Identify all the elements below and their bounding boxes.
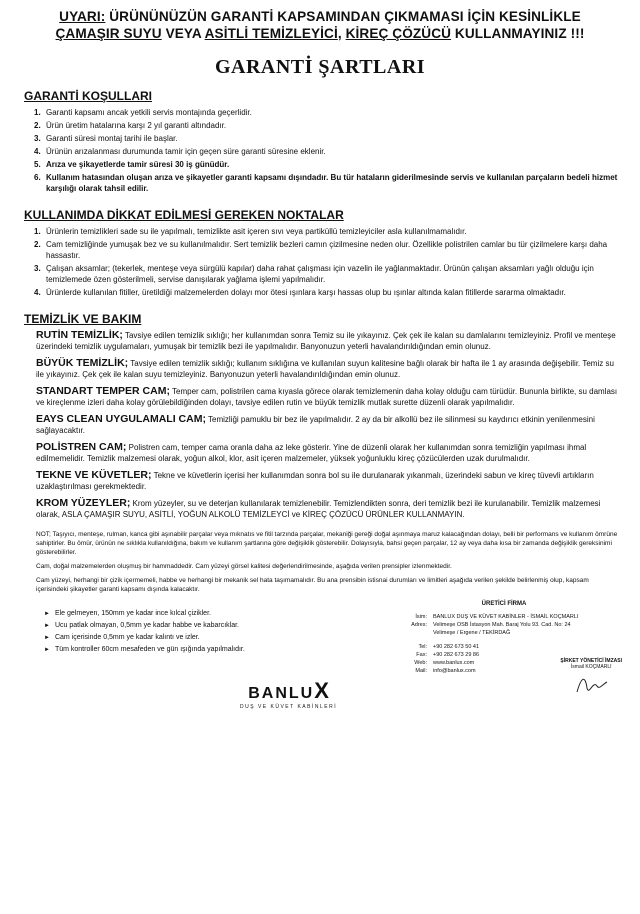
item-text: Arıza ve şikayetlerde tamir süresi 30 iş günüdür. <box>46 160 230 169</box>
list-item <box>34 107 630 118</box>
footer <box>10 600 630 710</box>
item-number: 2. <box>34 121 41 130</box>
item-text: Ürünlerin temizlikleri sade su ile yapılmalı, temizlikte asit içeren sıvı veya partiküllü temizleyiciler asla kullanılmamalıdır. <box>46 227 467 236</box>
list-item <box>34 287 630 298</box>
care-block-title: RUTİN TEMİZLİK; <box>36 329 123 341</box>
info-row <box>394 629 581 637</box>
item-text: Kullanım hatasından oluşan arıza ve şikayetler garanti kapsamı dışındadır. Bu tür hataların giderilmesinde servis ve kullanılan parçaların bedeli hizmet karşılığı olarak tahsil edilir. <box>46 173 618 193</box>
item-number: 3. <box>34 264 41 273</box>
list-item: ► Ele gelmeyen, 150mm ye kadar ince kılcal çizikler. <box>44 608 245 620</box>
item-text: Ürünün arızalanması durumunda tamir için geçen süre garanti süresine eklenir. <box>46 147 326 156</box>
care-section <box>36 330 622 520</box>
list-item <box>34 146 630 157</box>
page-title: GARANTİ ŞARTLARI <box>214 56 426 78</box>
info-row <box>394 659 581 667</box>
care-block-text: Tavsiye edilen temizlik sıklığı; her kullanımdan sonra Temiz su ile yıkayınız. Çek çek ile kalan su damlalarını temizleyiniz. Profil ve menteşe üzerindeki temizlik uygulamaları, yumuşak bir temizlik bezi ile yapılmalıdır. Banyonuzun yeterli havalandırıldığından emin olunuz. <box>36 331 616 351</box>
list-item <box>34 159 630 170</box>
list-item <box>34 263 630 285</box>
manufacturer-heading: ÜRETİCİ FİRMA <box>481 601 527 607</box>
signature-name: İsmail KOÇMARLI <box>570 664 612 670</box>
care-block-text: Polistren cam, temper cama oranla daha az leke gösterir. Yine de düzenli olarak her kullanımdan sonra temizliğin yapılması ihmal edilmemelidir. Temizlik malzemesi olarak, yoğun alkol, klor, asit içeren malzemeler, yüksek yoğunluklu kireç çözücülerden uzak durulmalıdır. <box>36 443 587 463</box>
list-item <box>34 133 630 144</box>
info-key: Mail: <box>415 668 427 674</box>
care-block <box>36 330 622 352</box>
warning-acid: ASİTLİ TEMİZLEYİCİ <box>204 26 338 41</box>
logo-x-mark: X <box>314 678 329 703</box>
item-number: 4. <box>34 288 41 297</box>
care-block-title: EAYS CLEAN UYGULAMALI CAM; <box>36 413 206 425</box>
list-item <box>34 120 630 131</box>
usage-heading: KULLANIMDA DİKKAT EDİLMESİ GEREKEN NOKTALAR <box>24 208 344 222</box>
info-key: Adres: <box>411 622 427 628</box>
info-row <box>394 613 581 621</box>
care-block-text: Krom yüzeyler, su ve deterjan kullanılarak temizlenebilir. Temizlendikten sonra, deri temizlik bezi ile kurulanabilir. Temizlik malzemesi olarak, ASLA ÇAMAŞIR SUYU, ASİTLİ, YOĞUN ALKOLÜ TEMİZLEYCİ ve KİREÇ ÇÖZÜCÜ ÜRÜNLER KULLANMAYIN. <box>36 499 601 519</box>
list-item: ► Tüm kontroller 60cm mesafeden ve gün ışığında yapılmalıdır. <box>44 644 245 656</box>
usage-list <box>10 226 630 298</box>
item-text: Çalışan aksamlar; (tekerlek, menteşe veya sürgülü kapılar) daha rahat çalışması için vazelin ile yağlanmaktadır. Ürünün çalışan aksamları yağlı olduğu için temizlemede özen gösterilmeli, servise danışılarak yağlama işlemi yapılmalıdır. <box>46 264 594 284</box>
info-row <box>394 637 581 651</box>
signature-mark <box>571 670 611 698</box>
list-item: ► Ucu patlak olmayan, 0,5mm ye kadar habbe ve kabarcıklar. <box>44 620 245 632</box>
signature-block <box>560 658 622 700</box>
list-item <box>34 172 630 194</box>
glass-criteria-list <box>44 608 245 656</box>
note-paragraph: Cam, doğal malzemelerden oluşmuş bir hammaddedir. Cam yüzeyi görsel kalitesi değerlendirilmesinde, aşağıda verilen prensipler izlenmektedir. <box>36 563 452 570</box>
care-block <box>36 414 622 436</box>
item-text: Ürünlerde kullanılan fitiller, üretildiği malzemelerden dolayı mor ötesi ışınlara karşı hassas olup bu ışınlar altında kalan fitillerde sararma olmaktadır. <box>46 288 566 297</box>
item-text: Ürün üretim hatalarına karşı 2 yıl garanti altındadır. <box>46 121 227 130</box>
care-block-text: Tekne ve küvetlerin içerisi her kullanımdan sonra bol su ile durulanarak yıkanmalı, üzerindeki sabun ve kireç tüvevli artıkların uzaklaştırılması gerekmektedir. <box>36 471 594 491</box>
care-block-title: POLİSTREN CAM; <box>36 441 127 453</box>
brand-logo <box>240 678 337 710</box>
info-value: www.banlux.com <box>433 660 475 666</box>
warning-prefix: UYARI: <box>59 9 106 24</box>
item-number: 6. <box>34 173 41 182</box>
care-block-title: STANDART TEMPER CAM; <box>36 385 170 397</box>
info-key <box>394 629 430 637</box>
item-number: 1. <box>34 108 41 117</box>
care-block-title: TEKNE VE KÜVETLER; <box>36 469 152 481</box>
note-paragraph: NOT; Taşıyıcı, menteşe, rulman, kanca gibi aşınabilir parçalar veya mıknatıs ve fitil tarzında parçalar, mekaniği gereği doğal aşınmaya maruz kalacağından dolayı, belli bir performans ve kullanım ömrüne sahiptirler. Bu ömür, ürünün ne sıklıkla kullanıldığına, bakım ve kullanım şartlarına göre değişiklik gösterebilir. Dolayısıyla, bahsi geçen parçalar, 12 ay veya daha kısa bir zamanda değişiklik gereksinimi gösterebilirler. <box>36 531 618 556</box>
care-block-title: KROM YÜZEYLER; <box>36 497 131 509</box>
care-block <box>36 358 622 380</box>
warranty-document <box>10 0 630 710</box>
warning-text: , <box>337 26 346 41</box>
care-block <box>36 386 622 408</box>
care-block <box>36 442 622 464</box>
info-value: BANLUX DUŞ VE KÜVET KABİNLER - İSMAİL KOÇMARLI <box>433 614 579 620</box>
list-item <box>34 239 630 261</box>
info-value: Velimeşe / Ergene / TEKİRDAĞ <box>433 630 511 636</box>
info-row <box>394 651 581 659</box>
info-key: Web: <box>414 660 427 666</box>
warranty-heading: GARANTİ KOŞULLARI <box>24 89 152 103</box>
manufacturer-table <box>394 613 581 675</box>
warning-descaler: KİREÇ ÇÖZÜCÜ <box>345 26 452 41</box>
item-text: Garanti süresi montaj tarihi ile başlar. <box>46 134 178 143</box>
logo-name: BANLU <box>248 685 315 702</box>
info-value: Velimeşe OSB İstasyon Mah. Baraj Yolu 93. Cad. No: 24 <box>433 622 571 628</box>
care-block <box>36 470 622 492</box>
care-block <box>36 498 622 520</box>
item-number: 5. <box>34 160 41 169</box>
warning-line-1: ÜRÜNÜNÜZÜN GARANTİ KAPSAMINDAN ÇIKMAMASI İÇİN KESİNLİKLE <box>109 9 581 24</box>
signature-title: ŞİRKET YÖNETİCİ İMZASI <box>560 658 622 664</box>
item-number: 1. <box>34 227 41 236</box>
list-item <box>34 226 630 237</box>
item-number: 4. <box>34 147 41 156</box>
warning-text: VEYA <box>161 26 205 41</box>
info-key: Tel: <box>418 644 427 650</box>
info-value: +90 282 673 29 86 <box>433 652 480 658</box>
info-value: info@banlux.com <box>433 668 476 674</box>
warning-bleach: ÇAMAŞIR SUYU <box>55 26 162 41</box>
warranty-list <box>10 107 630 194</box>
list-item: ► Cam içerisinde 0,5mm ye kadar kalıntı ve izler. <box>44 632 245 644</box>
note-paragraph: Cam yüzeyi, herhangi bir çizik içermemeli, habbe ve herhangi bir mekanik sel hata taşımamalıdır. Bu ana prensibin istisnai durumları ve limitleri aşağıda verilen şekilde belirlenmiş olup, kapsam içerisindeki şikayetler garanti kapsamı dışında kalacaktır. <box>36 577 589 593</box>
info-key: Fax: <box>416 652 427 658</box>
warning-text: KULLANMAYINIZ !!! <box>451 26 585 41</box>
item-number: 2. <box>34 240 41 249</box>
info-key: İsim: <box>415 614 427 620</box>
item-number: 3. <box>34 134 41 143</box>
care-block-text: Temizliği pamuklu bir bez ile yapılmalıdır. 2 ay da bir alkollü bez ile silinmesi su kaydırıcı etkinin yenilenmesini sağlayacaktır. <box>36 415 595 435</box>
care-block-text: Temper cam, polistrilen cama kıyasla görece olarak temizlemenin daha kolay olduğu cam türüdür. Bununla birlikte, su damlası ve kireçlenme izleri daha kolay görülebildiğinden dolayı, tavsiye edilen rutin ve büyük temizlik mutlak surette düzenli olarak yapılmalıdır. <box>36 387 618 407</box>
care-heading: TEMİZLİK VE BAKIM <box>24 312 142 326</box>
info-row <box>394 621 581 629</box>
item-text: Garanti kapsamı ancak yetkili servis montajında geçerlidir. <box>46 108 252 117</box>
care-block-title: BÜYÜK TEMİZLİK; <box>36 357 129 369</box>
logo-subtitle: DUŞ VE KÜVET KABİNLERİ <box>240 704 338 710</box>
note-section <box>36 530 622 594</box>
item-text: Cam temizliğinde yumuşak bez ve su kullanılmalıdır. Sert temizlik bezleri camın çizilmesine neden olur. Özellikle polistrilen camlar bu tür çizilmelere karşı daha hassastır. <box>46 240 608 260</box>
info-value: +90 282 673 50 41 <box>433 644 480 650</box>
warning-banner <box>10 8 630 42</box>
info-row <box>394 667 581 675</box>
care-block-text: Tavsiye edilen temizlik sıklığı; kullanım sıklığına ve kullanılan suyun kalitesine bağlı olarak bir hafta ile 1 ay arasında değişebilir. Temiz su ile yıkayınız. Çek çek ile kalan suyu temizleyiniz. Banyonuzun yeterli havalandırıldığından emin olunuz. <box>36 359 614 379</box>
